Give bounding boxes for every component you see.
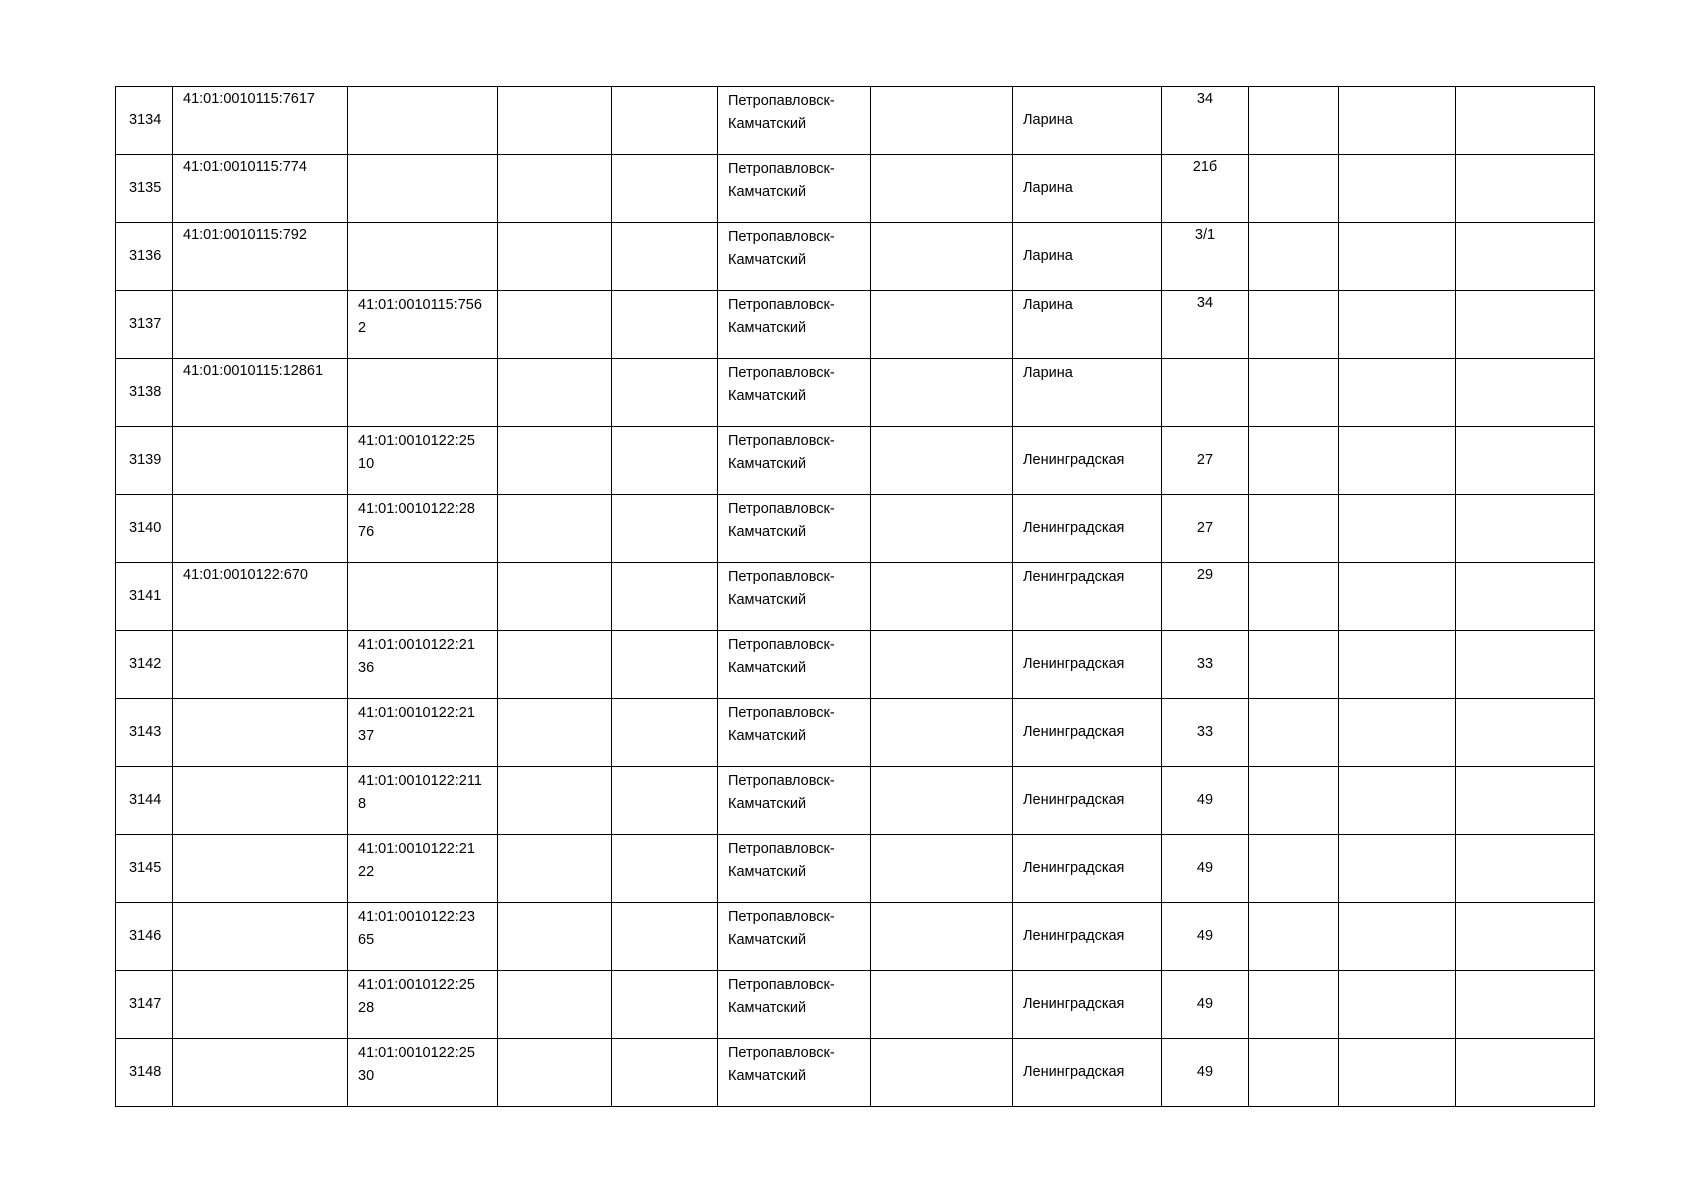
street-cell: Ленинградская [1013,903,1162,971]
empty-cell [1456,223,1595,291]
empty-cell [498,835,612,903]
city-text: Петропавловск-Камчатский [728,773,835,812]
city-cell [718,971,871,1039]
empty-cell [1456,1039,1595,1107]
empty-cell [871,835,1013,903]
empty-cell [612,359,718,427]
table-body [116,87,1595,1107]
house-number-cell: 49 [1162,767,1249,835]
city-text: Петропавловск-Камчатский [728,297,835,336]
empty-cell [612,563,718,631]
street-cell: Ленинградская [1013,1039,1162,1107]
building-cadastral-number-cell [348,87,498,155]
street-cell: Ларина [1013,291,1162,359]
city-cell [718,767,871,835]
empty-cell [1249,427,1339,495]
empty-cell [498,87,612,155]
empty-cell [1249,155,1339,223]
empty-cell [1339,563,1456,631]
row-number-cell: 3148 [116,1039,173,1107]
empty-cell [1456,155,1595,223]
street-cell: Ленинградская [1013,767,1162,835]
empty-cell [498,903,612,971]
cadastral-number-cell [173,835,348,903]
city-cell [718,427,871,495]
house-number-cell: 27 [1162,427,1249,495]
empty-cell [871,563,1013,631]
city-text: Петропавловск-Камчатский [728,841,835,880]
empty-cell [612,87,718,155]
house-number-cell: 21б [1162,155,1249,223]
cadastral-number-cell [173,971,348,1039]
table-row [116,223,1595,291]
empty-cell [1339,971,1456,1039]
cadastral-number-text: 41:01:0010122:2530 [358,1045,475,1084]
house-number-cell: 3/1 [1162,223,1249,291]
row-number-cell: 3140 [116,495,173,563]
city-cell [718,1039,871,1107]
street-cell: Ларина [1013,87,1162,155]
empty-cell [1339,359,1456,427]
empty-cell [1339,87,1456,155]
empty-cell [871,155,1013,223]
empty-cell [1456,971,1595,1039]
table-row [116,359,1595,427]
cadastral-number-text: 41:01:0010122:2510 [358,433,475,472]
empty-cell [1249,971,1339,1039]
house-number-cell: 49 [1162,835,1249,903]
empty-cell [612,903,718,971]
building-cadastral-number-cell [348,903,498,971]
empty-cell [498,767,612,835]
city-text: Петропавловск-Камчатский [728,229,835,268]
empty-cell [871,87,1013,155]
city-text: Петропавловск-Камчатский [728,705,835,744]
building-cadastral-number-cell [348,971,498,1039]
empty-cell [612,291,718,359]
empty-cell [1249,835,1339,903]
city-text: Петропавловск-Камчатский [728,1045,835,1084]
house-number-cell: 49 [1162,971,1249,1039]
empty-cell [1249,903,1339,971]
city-text: Петропавловск-Камчатский [728,637,835,676]
empty-cell [498,155,612,223]
city-text: Петропавловск-Камчатский [728,977,835,1016]
empty-cell [612,155,718,223]
empty-cell [1456,563,1595,631]
cadastral-number-cell [173,699,348,767]
building-cadastral-number-cell [348,223,498,291]
row-number-cell: 3135 [116,155,173,223]
house-number-cell: 33 [1162,631,1249,699]
empty-cell [871,631,1013,699]
street-cell: Ларина [1013,155,1162,223]
empty-cell [1339,291,1456,359]
cadastral-number-cell [173,767,348,835]
cadastral-number-cell [173,1039,348,1107]
empty-cell [1339,835,1456,903]
city-cell [718,835,871,903]
street-cell: Ленинградская [1013,427,1162,495]
table-row [116,291,1595,359]
cadastral-number-cell: 41:01:0010115:774 [173,155,348,223]
empty-cell [1339,631,1456,699]
empty-cell [612,223,718,291]
empty-cell [498,291,612,359]
empty-cell [498,223,612,291]
table-row [116,427,1595,495]
empty-cell [1456,699,1595,767]
empty-cell [871,1039,1013,1107]
empty-cell [1249,87,1339,155]
building-cadastral-number-cell [348,155,498,223]
table-row [116,835,1595,903]
city-text: Петропавловск-Камчатский [728,433,835,472]
empty-cell [498,631,612,699]
house-number-cell: 29 [1162,563,1249,631]
street-cell: Ларина [1013,223,1162,291]
building-cadastral-number-cell [348,1039,498,1107]
cadastral-number-cell: 41:01:0010115:792 [173,223,348,291]
empty-cell [1339,767,1456,835]
house-number-cell: 27 [1162,495,1249,563]
empty-cell [1456,631,1595,699]
city-text: Петропавловск-Камчатский [728,569,835,608]
table-row [116,1039,1595,1107]
cadastral-number-text: 41:01:0010115:7562 [358,297,482,336]
empty-cell [1339,903,1456,971]
cadastral-number-cell [173,427,348,495]
street-cell: Ленинградская [1013,835,1162,903]
empty-cell [612,495,718,563]
empty-cell [1456,359,1595,427]
city-cell [718,87,871,155]
empty-cell [1249,291,1339,359]
table-row [116,563,1595,631]
city-text: Петропавловск-Камчатский [728,365,835,404]
empty-cell [1339,155,1456,223]
street-cell: Ленинградская [1013,563,1162,631]
row-number-cell: 3144 [116,767,173,835]
city-text: Петропавловск-Камчатский [728,909,835,948]
cadastral-number-text: 41:01:0010122:2136 [358,637,475,676]
empty-cell [612,971,718,1039]
building-cadastral-number-cell [348,359,498,427]
city-text: Петропавловск-Камчатский [728,93,835,132]
city-cell [718,291,871,359]
cadastral-number-cell [173,903,348,971]
cadastral-number-cell: 41:01:0010115:12861 [173,359,348,427]
empty-cell [871,767,1013,835]
row-number-cell: 3138 [116,359,173,427]
empty-cell [1456,903,1595,971]
empty-cell [871,495,1013,563]
empty-cell [612,1039,718,1107]
building-cadastral-number-cell [348,835,498,903]
house-number-cell: 49 [1162,1039,1249,1107]
row-number-cell: 3145 [116,835,173,903]
empty-cell [612,631,718,699]
cadastral-number-text: 41:01:0010122:2137 [358,705,475,744]
street-cell: Ларина [1013,359,1162,427]
cadastral-number-cell [173,291,348,359]
empty-cell [1249,563,1339,631]
row-number-cell: 3134 [116,87,173,155]
empty-cell [1339,427,1456,495]
building-cadastral-number-cell [348,495,498,563]
row-number-cell: 3139 [116,427,173,495]
empty-cell [871,223,1013,291]
city-cell [718,495,871,563]
empty-cell [498,971,612,1039]
empty-cell [1249,631,1339,699]
empty-cell [498,1039,612,1107]
empty-cell [871,699,1013,767]
row-number-cell: 3142 [116,631,173,699]
row-number-cell: 3147 [116,971,173,1039]
cadastral-number-text: 41:01:0010122:2528 [358,977,475,1016]
empty-cell [1339,223,1456,291]
cadastral-number-text: 41:01:0010122:2118 [358,773,482,812]
table-row [116,87,1595,155]
empty-cell [1456,87,1595,155]
empty-cell [871,291,1013,359]
house-number-cell: 49 [1162,903,1249,971]
empty-cell [1339,699,1456,767]
empty-cell [498,427,612,495]
empty-cell [871,427,1013,495]
house-number-cell: 33 [1162,699,1249,767]
city-cell [718,631,871,699]
empty-cell [1456,495,1595,563]
cadastral-number-cell: 41:01:0010115:7617 [173,87,348,155]
house-number-cell: 34 [1162,291,1249,359]
cadastral-number-text: 41:01:0010122:2876 [358,501,475,540]
empty-cell [1456,427,1595,495]
city-text: Петропавловск-Камчатский [728,501,835,540]
empty-cell [1249,767,1339,835]
table-row [116,631,1595,699]
empty-cell [1249,223,1339,291]
cadastral-number-cell [173,495,348,563]
empty-cell [1339,1039,1456,1107]
empty-cell [612,767,718,835]
empty-cell [1339,495,1456,563]
street-cell: Ленинградская [1013,495,1162,563]
empty-cell [612,699,718,767]
empty-cell [871,903,1013,971]
city-cell [718,359,871,427]
building-cadastral-number-cell [348,291,498,359]
table-row [116,699,1595,767]
empty-cell [498,699,612,767]
empty-cell [498,563,612,631]
cadastral-number-cell [173,631,348,699]
address-table [115,86,1595,1107]
city-cell [718,563,871,631]
row-number-cell: 3137 [116,291,173,359]
cadastral-number-text: 41:01:0010122:2365 [358,909,475,948]
house-number-cell [1162,359,1249,427]
empty-cell [1249,495,1339,563]
building-cadastral-number-cell [348,631,498,699]
empty-cell [1249,1039,1339,1107]
building-cadastral-number-cell [348,767,498,835]
house-number-cell: 34 [1162,87,1249,155]
city-text: Петропавловск-Камчатский [728,161,835,200]
table-row [116,767,1595,835]
street-cell: Ленинградская [1013,971,1162,1039]
empty-cell [612,835,718,903]
empty-cell [1456,835,1595,903]
table-row [116,971,1595,1039]
empty-cell [1249,699,1339,767]
building-cadastral-number-cell [348,563,498,631]
city-cell [718,155,871,223]
cadastral-number-cell: 41:01:0010122:670 [173,563,348,631]
table-row [116,495,1595,563]
row-number-cell: 3146 [116,903,173,971]
row-number-cell: 3143 [116,699,173,767]
empty-cell [498,495,612,563]
city-cell [718,699,871,767]
empty-cell [871,359,1013,427]
building-cadastral-number-cell [348,699,498,767]
empty-cell [871,971,1013,1039]
row-number-cell: 3136 [116,223,173,291]
city-cell [718,903,871,971]
city-cell [718,223,871,291]
cadastral-number-text: 41:01:0010122:2122 [358,841,475,880]
table-row [116,903,1595,971]
building-cadastral-number-cell [348,427,498,495]
empty-cell [612,427,718,495]
empty-cell [1456,291,1595,359]
street-cell: Ленинградская [1013,631,1162,699]
empty-cell [498,359,612,427]
empty-cell [1249,359,1339,427]
street-cell: Ленинградская [1013,699,1162,767]
table-row [116,155,1595,223]
row-number-cell: 3141 [116,563,173,631]
empty-cell [1456,767,1595,835]
